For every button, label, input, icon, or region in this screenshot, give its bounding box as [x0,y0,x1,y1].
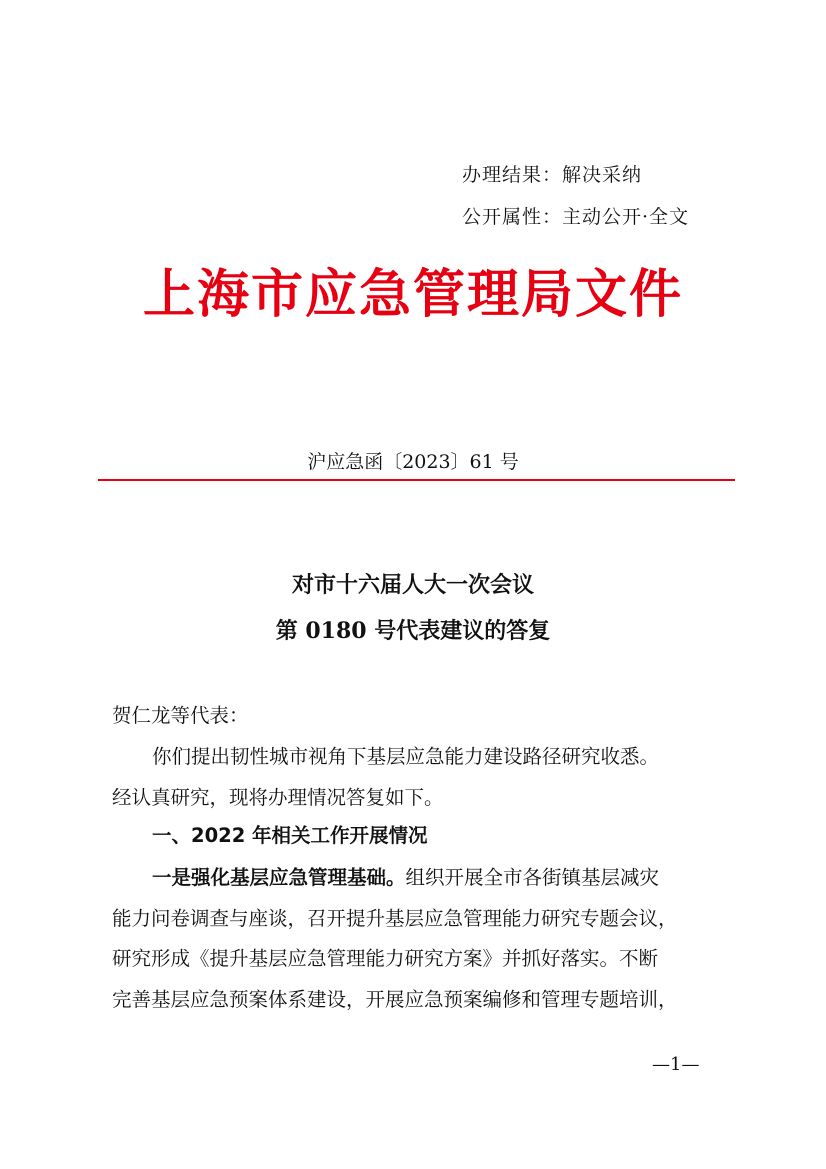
document-number: 沪应急函〔2023〕61 号 [307,451,519,473]
section-1-paragraph-line-3: 研究形成《提升基层应急管理能力研究方案》并抓好落实。不断 [112,947,659,970]
paragraph-lead-emphasis: 一是强化基层应急管理基础。 [152,866,406,889]
section-1-paragraph-line-4: 完善基层应急预案体系建设，开展应急预案编修和管理专题培训， [112,987,678,1011]
red-divider-line [98,479,735,481]
page-number: —1— [652,1054,700,1075]
intro-paragraph [112,737,728,818]
disclosure-attribute: 公开属性：主动公开·全文 [462,206,690,228]
salutation: 贺仁龙等代表： [112,704,249,727]
section-1-paragraph [112,858,728,1020]
intro-paragraph-line-2: 经认真研究，现将办理情况答复如下。 [112,785,444,809]
reply-title-line-1: 对市十六届人大一次会议 [291,572,534,598]
section-1-paragraph-line-1 [112,858,728,899]
handling-result: 办理结果：解决采纳 [462,164,643,186]
intro-paragraph-line-1: 你们提出韧性城市视角下基层应急能力建设路径研究收悉。 [152,745,660,768]
section-1-paragraph-line-2: 能力问卷调查与座谈，召开提升基层应急管理能力研究专题会议， [112,906,678,930]
paragraph-line-1-rest: 组织开展全市各街镇基层减灾 [405,866,660,889]
reply-title-line-2: 第 0180 号代表建议的答复 [275,618,551,644]
section-heading-1: 一、2022 年相关工作开展情况 [152,824,428,847]
issuer-header-title: 上海市应急管理局文件 [142,265,683,325]
